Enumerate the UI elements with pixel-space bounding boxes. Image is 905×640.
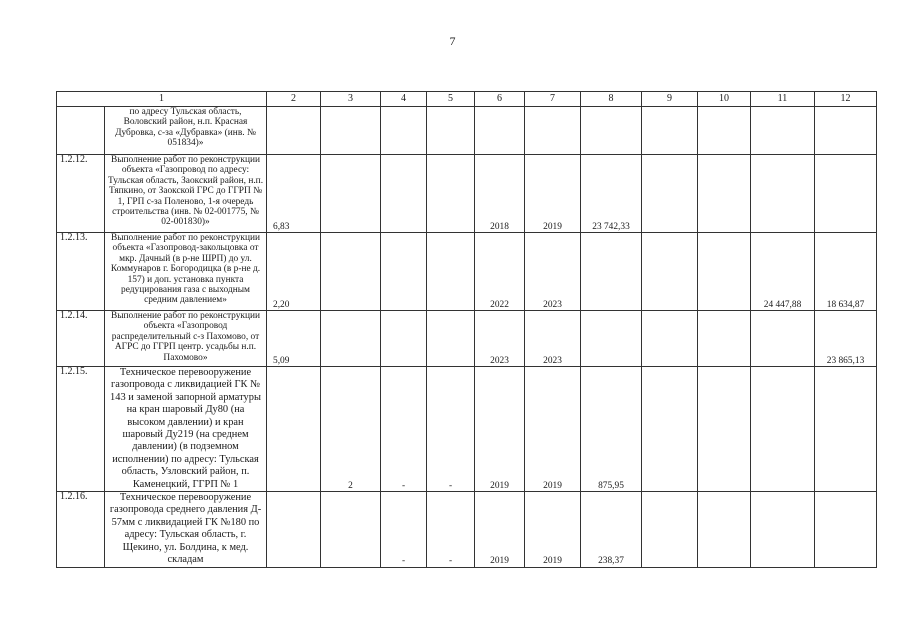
- data-table: [56, 91, 877, 568]
- cell: [381, 107, 427, 155]
- cell: 6,83: [267, 155, 321, 233]
- cell: [642, 311, 698, 367]
- cell: [698, 492, 751, 567]
- cell: [475, 107, 525, 155]
- cell: [427, 233, 475, 311]
- cell: [751, 492, 815, 567]
- cell: [698, 367, 751, 492]
- column-header: 1: [57, 92, 267, 107]
- cell: [751, 107, 815, 155]
- cell: [427, 155, 475, 233]
- cell: [815, 155, 877, 233]
- cell: [815, 107, 877, 155]
- cell: [751, 155, 815, 233]
- cell: [525, 107, 581, 155]
- cell: 2019: [525, 155, 581, 233]
- cell: [815, 367, 877, 492]
- row-number: 1.2.14.: [57, 311, 105, 367]
- cell: 23 742,33: [581, 155, 642, 233]
- cell: 2018: [475, 155, 525, 233]
- row-description: Техническое перевооружение газопровода среднего давления Д- 57мм с ликвидацией ГК №180 по адресу: Тульская область, г. Щекино, ул. Болдина, к мед. складам: [105, 492, 267, 567]
- row-description: по адресу Тульская область, Воловский район, н.п. Красная Дубровка, с-за «Дубравка» (инв. № 051834)»: [105, 107, 267, 155]
- cell: [751, 311, 815, 367]
- column-header: 4: [381, 92, 427, 107]
- table-row: [57, 367, 877, 492]
- cell: [698, 311, 751, 367]
- column-header: 3: [321, 92, 381, 107]
- cell: -: [427, 492, 475, 567]
- table-row: [57, 492, 877, 567]
- cell: [642, 367, 698, 492]
- cell: [321, 233, 381, 311]
- cell: [581, 233, 642, 311]
- column-header: 12: [815, 92, 877, 107]
- row-number: [57, 107, 105, 155]
- column-header: 5: [427, 92, 475, 107]
- cell: [642, 492, 698, 567]
- cell: [427, 311, 475, 367]
- row-number: 1.2.15.: [57, 367, 105, 492]
- cell: 2,20: [267, 233, 321, 311]
- cell: [698, 107, 751, 155]
- cell: 238,37: [581, 492, 642, 567]
- column-header: 11: [751, 92, 815, 107]
- column-header-row: [57, 92, 877, 107]
- cell: [267, 367, 321, 492]
- cell: 2022: [475, 233, 525, 311]
- cell: [698, 233, 751, 311]
- cell: -: [427, 367, 475, 492]
- cell: [642, 155, 698, 233]
- cell: 2023: [525, 233, 581, 311]
- column-header: 7: [525, 92, 581, 107]
- cell: -: [381, 492, 427, 567]
- row-description: Выполнение работ по реконструкции объекта «Газопровод распределительный с-з Пахомово, от АГРС до ГГРП центр. усадьбы н.п. Пахомово»: [105, 311, 267, 367]
- cell: 2019: [525, 367, 581, 492]
- cell: [427, 107, 475, 155]
- cell: [321, 311, 381, 367]
- column-header: 10: [698, 92, 751, 107]
- cell: 24 447,88: [751, 233, 815, 311]
- cell: [381, 155, 427, 233]
- table-row: [57, 311, 877, 367]
- cell: [751, 367, 815, 492]
- cell: 2019: [475, 367, 525, 492]
- row-description: Выполнение работ по реконструкции объекта «Газопровод по адресу: Тульская область, Заокский район, н.п. Тяпкино, от Заокской ГРС до ГГРП № 1, ГРП с-за Поленово, 1-я очередь строительства (инв. № 02-001775, № 02-001830)»: [105, 155, 267, 233]
- table-row: [57, 233, 877, 311]
- cell: -: [381, 367, 427, 492]
- table-row: [57, 155, 877, 233]
- cell: [642, 107, 698, 155]
- column-header: 2: [267, 92, 321, 107]
- page-number: 7: [449, 34, 456, 48]
- column-header: 8: [581, 92, 642, 107]
- cell: 2019: [475, 492, 525, 567]
- table-row: [57, 107, 877, 155]
- cell: 2023: [475, 311, 525, 367]
- cell: [581, 311, 642, 367]
- cell: 2023: [525, 311, 581, 367]
- cell: 2019: [525, 492, 581, 567]
- column-header: 9: [642, 92, 698, 107]
- cell: 2: [321, 367, 381, 492]
- row-description: Выполнение работ по реконструкции объекта «Газопровод-закольцовка от мкр. Дачный (в р-не ШРП) до ул. Коммунаров г. Богородицка (в р-не д. 157) и доп. установка пункта редуцирования газа с выходным средним давлением»: [105, 233, 267, 311]
- cell: [321, 155, 381, 233]
- row-description: Техническое перевооружение газопровода с ликвидацией ГК № 143 и заменой запорной арматуры на кран шаровый Ду80 (на высоком давлении) и кран шаровый Ду219 (на среднем давлении) (в подземном исполнении) по адресу: Тульская область, Узловский район, п. Каменецкий, ГГРП № 1: [105, 367, 267, 492]
- cell: [381, 233, 427, 311]
- cell: [267, 492, 321, 567]
- cell: [321, 492, 381, 567]
- cell: [321, 107, 381, 155]
- cell: [381, 311, 427, 367]
- cell: 5,09: [267, 311, 321, 367]
- row-number: 1.2.12.: [57, 155, 105, 233]
- cell: [698, 155, 751, 233]
- cell: [267, 107, 321, 155]
- cell: 875,95: [581, 367, 642, 492]
- cell: 23 865,13: [815, 311, 877, 367]
- cell: [642, 233, 698, 311]
- row-number: 1.2.13.: [57, 233, 105, 311]
- column-header: 6: [475, 92, 525, 107]
- cell: [581, 107, 642, 155]
- cell: [815, 492, 877, 567]
- cell: 18 634,87: [815, 233, 877, 311]
- row-number: 1.2.16.: [57, 492, 105, 567]
